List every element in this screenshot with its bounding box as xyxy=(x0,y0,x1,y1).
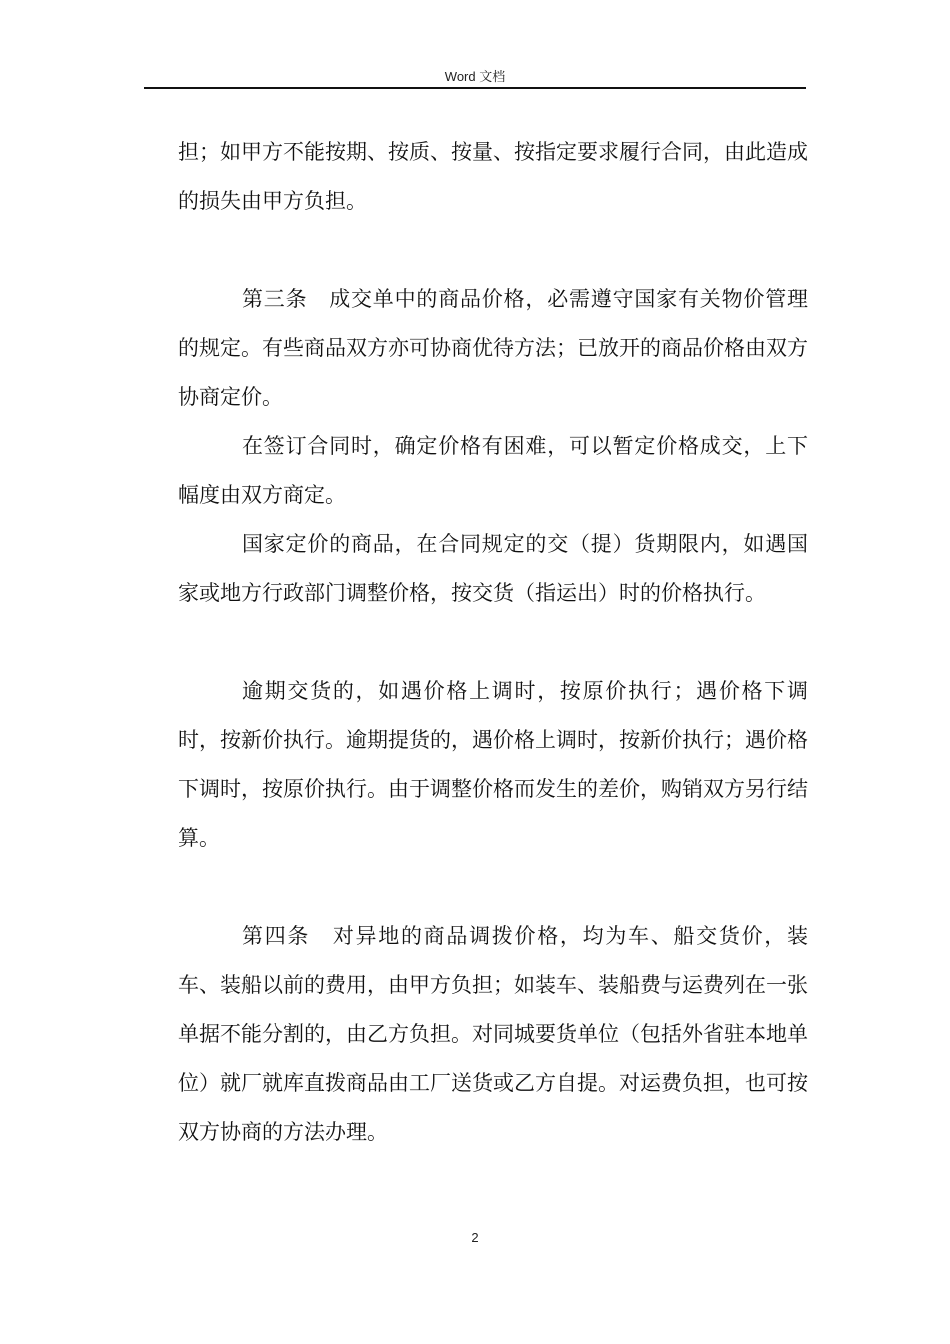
paragraph-state-price: 国家定价的商品，在合同规定的交（提）货期限内，如遇国家或地方行政部门调整价格，按交货（指运出）时的价格执行。 xyxy=(178,532,808,605)
page-number: 2 xyxy=(471,1230,479,1245)
document-body xyxy=(178,128,808,1157)
paragraph-gap xyxy=(178,863,808,912)
paragraph-continuation: 担；如甲方不能按期、按质、按量、按指定要求履行合同，由此造成的损失由甲方负担。 xyxy=(178,140,808,213)
page-header: Word 文档 xyxy=(444,69,506,84)
paragraph-article-4: 第四条 对异地的商品调拨价格，均为车、船交货价，装车、装船以前的费用，由甲方负担；如装车、装船费与运费列在一张单据不能分割的，由乙方负担。对同城要货单位（包括外省驻本地单位）就厂就库直拨商品由工厂送货或乙方自提。对运费负担，也可按双方协商的方法办理。 xyxy=(178,924,808,1144)
paragraph-article-3: 第三条 成交单中的商品价格，必需遵守国家有关物价管理的规定。有些商品双方亦可协商优待方法；已放开的商品价格由双方协商定价。 xyxy=(178,287,808,409)
paragraph-gap xyxy=(178,618,808,667)
paragraph-gap xyxy=(178,226,808,275)
header-divider xyxy=(144,87,806,89)
paragraph-tentative-price: 在签订合同时，确定价格有困难，可以暂定价格成交，上下幅度由双方商定。 xyxy=(178,434,808,507)
paragraph-overdue: 逾期交货的，如遇价格上调时，按原价执行；遇价格下调时，按新价执行。逾期提货的，遇价格上调时，按新价执行；遇价格下调时，按原价执行。由于调整价格而发生的差价，购销双方另行结算。 xyxy=(178,679,808,850)
